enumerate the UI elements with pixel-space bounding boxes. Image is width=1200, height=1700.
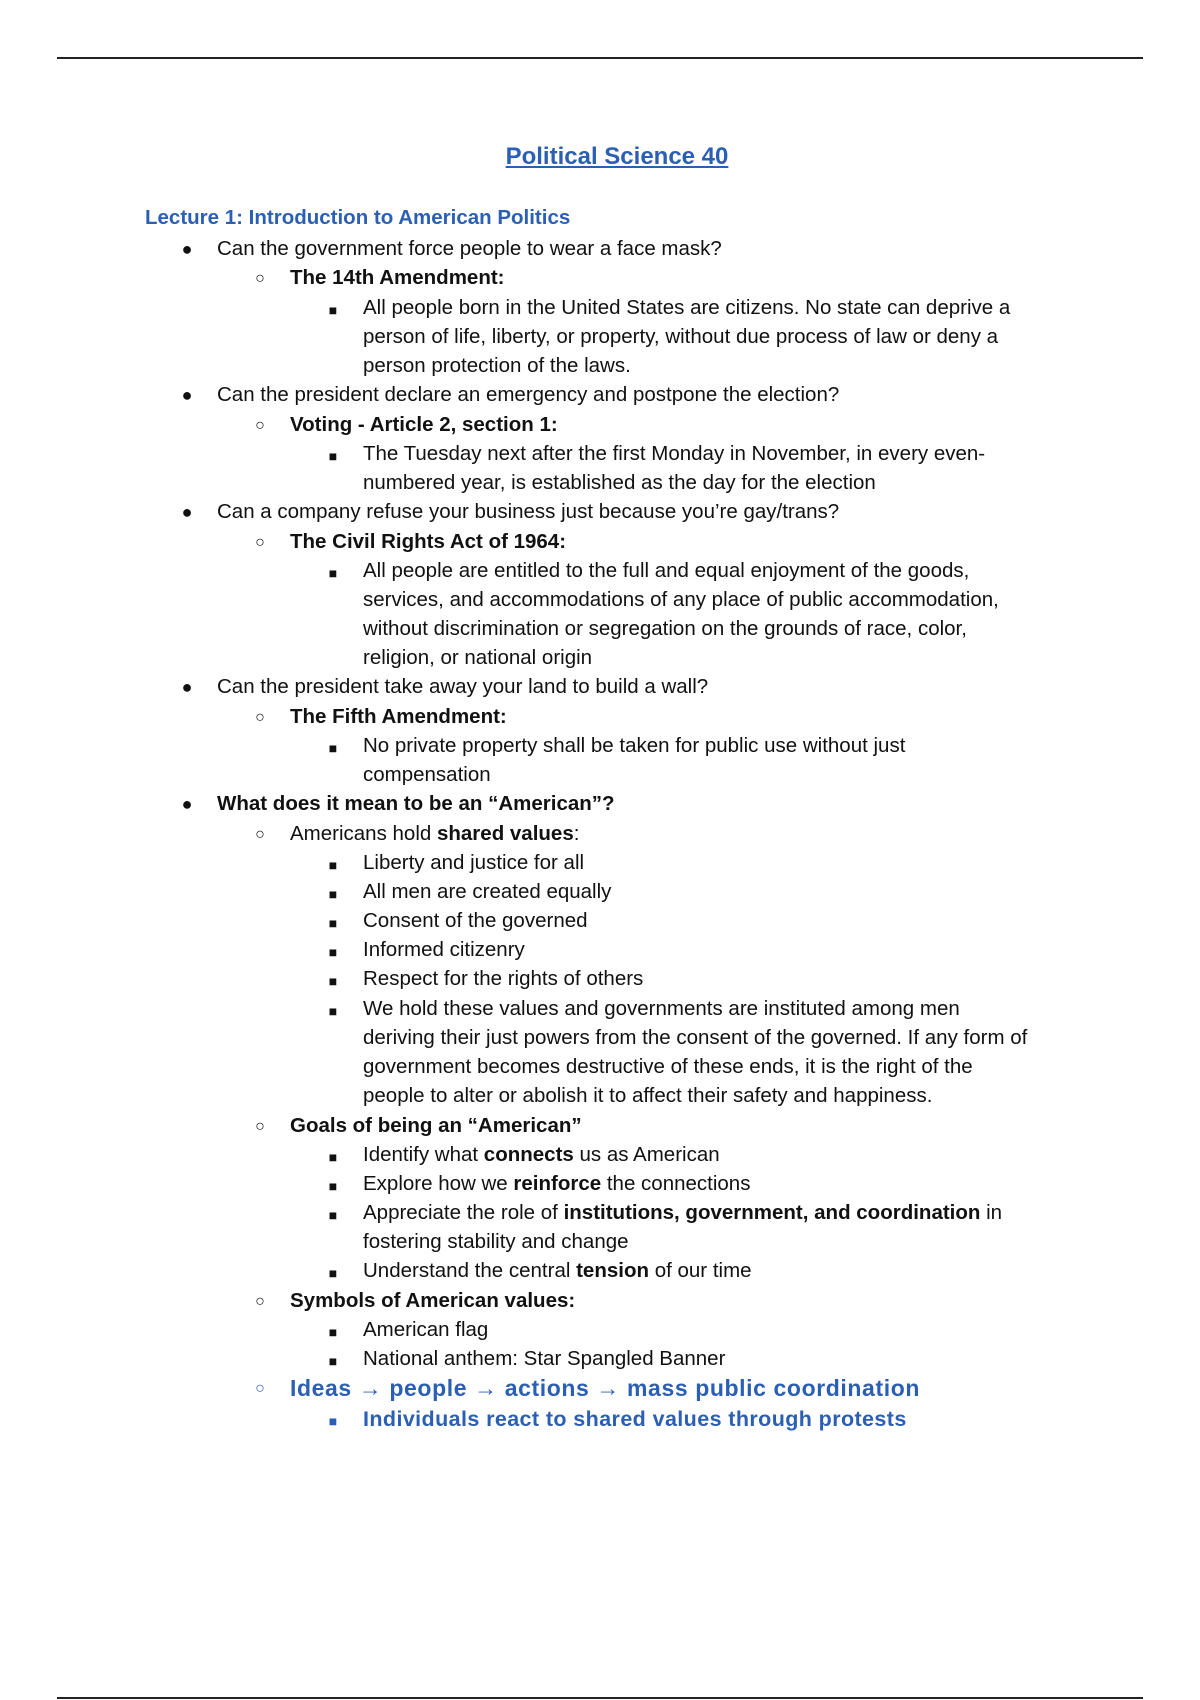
list-item: ○ Voting - Article 2, section 1: [290, 414, 558, 436]
list-item: ■ Identify what connects us as American [363, 1144, 720, 1166]
list-item-continuation: without discrimination or segregation on the grounds of race, color, [363, 617, 967, 640]
list-item: ■ All people are entitled to the full and equal enjoyment of the goods, [363, 560, 969, 582]
bullet-square-icon: ■ [328, 1003, 338, 1019]
list-item: ○ Symbols of American values: [290, 1290, 575, 1312]
list-item: ● Can the president declare an emergency and postpone the election? [181, 383, 840, 406]
bullet-square-icon: ■ [328, 973, 338, 989]
lecture-heading: Lecture 1: Introduction to American Politics [145, 206, 571, 229]
bullet-square-icon: ■ [328, 740, 338, 756]
list-item: ● What does it mean to be an “American”? [181, 792, 615, 815]
bullet-circle-icon: ○ [255, 1118, 265, 1135]
list-item-continuation: services, and accommodations of any place of public accommodation, [363, 588, 999, 611]
bullet-square-icon: ■ [328, 857, 338, 873]
bullet-square-icon: ■ [328, 1207, 338, 1223]
page-title: Political Science 40 [505, 143, 729, 170]
list-item: ■ Respect for the rights of others [363, 968, 643, 990]
bottom-rule [57, 1697, 1143, 1699]
bullet-square-icon: ■ [328, 886, 338, 902]
list-item: ○ The Fifth Amendment: [290, 706, 507, 728]
list-item: ■ Explore how we reinforce the connections [363, 1173, 750, 1195]
bullet-square-icon: ■ [328, 1353, 338, 1369]
bullet-circle-icon: ○ [255, 1380, 265, 1397]
bullet-circle-icon: ○ [255, 417, 265, 434]
bullet-square-icon: ■ [328, 1413, 338, 1429]
bullet-disc-icon: ● [181, 794, 193, 814]
list-item-highlight: ■ Individuals react to shared values through protests [363, 1408, 907, 1430]
list-item-highlight: ○ Ideas → people → actions → mass public coordination [290, 1377, 920, 1399]
bullet-square-icon: ■ [328, 1265, 338, 1281]
list-item: ○ The 14th Amendment: [290, 267, 505, 289]
bullet-square-icon: ■ [328, 302, 338, 318]
list-item: ○ Goals of being an “American” [290, 1115, 582, 1137]
bullet-circle-icon: ○ [255, 534, 265, 551]
list-item: ● Can a company refuse your business just because you’re gay/trans? [181, 500, 840, 523]
bullet-disc-icon: ● [181, 385, 193, 405]
list-item-continuation: numbered year, is established as the day for the election [363, 471, 876, 494]
list-item: ■ We hold these values and governments are instituted among men [363, 998, 960, 1020]
list-item: ■ Understand the central tension of our time [363, 1260, 752, 1282]
bullet-square-icon: ■ [328, 1178, 338, 1194]
list-item-continuation: compensation [363, 763, 491, 786]
bullet-square-icon: ■ [328, 1324, 338, 1340]
list-item: ○ Americans hold shared values: [290, 823, 579, 845]
list-item: ■ Informed citizenry [363, 939, 525, 961]
bullet-disc-icon: ● [181, 677, 193, 697]
bullet-square-icon: ■ [328, 448, 338, 464]
list-item-continuation: person protection of the laws. [363, 354, 631, 377]
top-rule [57, 57, 1143, 59]
list-item: ○ The Civil Rights Act of 1964: [290, 531, 566, 553]
list-item-continuation: fostering stability and change [363, 1230, 629, 1253]
bullet-square-icon: ■ [328, 915, 338, 931]
bullet-disc-icon: ● [181, 502, 193, 522]
list-item-continuation: deriving their just powers from the consent of the governed. If any form of [363, 1026, 1028, 1049]
bullet-square-icon: ■ [328, 1149, 338, 1165]
list-item-continuation: government becomes destructive of these ends, it is the right of the [363, 1055, 973, 1078]
list-item-continuation: religion, or national origin [363, 646, 593, 669]
bullet-circle-icon: ○ [255, 826, 265, 843]
list-item: ■ All people born in the United States are citizens. No state can deprive a [363, 297, 1010, 319]
list-item: ■ No private property shall be taken for public use without just [363, 735, 905, 757]
bullet-square-icon: ■ [328, 944, 338, 960]
list-item: ■ Consent of the governed [363, 910, 588, 932]
bullet-circle-icon: ○ [255, 1293, 265, 1310]
list-item: ■ The Tuesday next after the first Monday in November, in every even- [363, 443, 985, 465]
list-item: ■ Liberty and justice for all [363, 852, 584, 874]
list-item: ■ National anthem: Star Spangled Banner [363, 1348, 725, 1370]
bullet-circle-icon: ○ [255, 270, 265, 287]
bullet-square-icon: ■ [328, 565, 338, 581]
list-item-continuation: people to alter or abolish it to affect their safety and happiness. [363, 1084, 933, 1107]
list-item: ■ Appreciate the role of institutions, government, and coordination in [363, 1202, 1002, 1224]
list-item: ● Can the government force people to wear a face mask? [181, 237, 722, 260]
list-item: ● Can the president take away your land to build a wall? [181, 675, 709, 698]
list-item-continuation: person of life, liberty, or property, without due process of law or deny a [363, 325, 999, 348]
bullet-circle-icon: ○ [255, 709, 265, 726]
list-item: ■ American flag [363, 1319, 488, 1341]
list-item: ■ All men are created equally [363, 881, 611, 903]
bullet-disc-icon: ● [181, 239, 193, 259]
